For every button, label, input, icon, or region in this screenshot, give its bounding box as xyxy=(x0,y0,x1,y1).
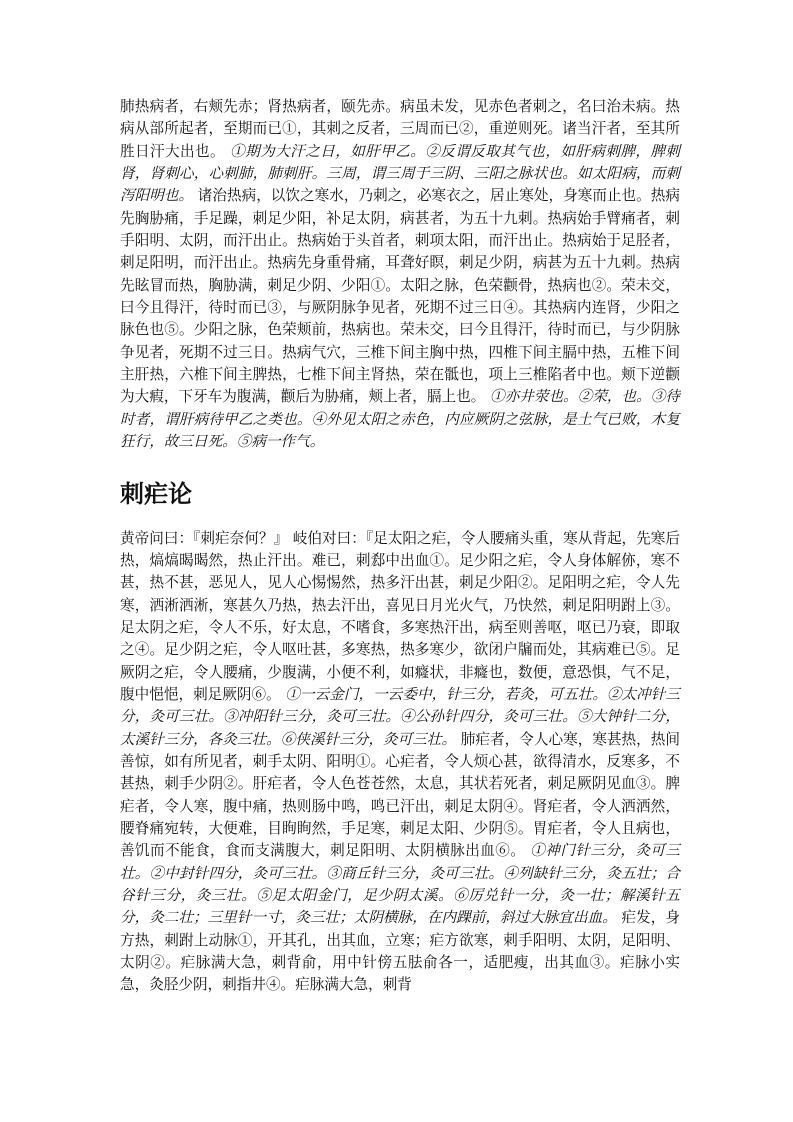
annotation-run: ①神门针三分，灸可三壮。②中封针四分，灸可三壮。③商丘针三分，灸可三壮。④列缺针三分，灸五壮；合谷针三分，灸三壮。⑤足太阳金门，足少阴太溪。⑥厉兑针一分，灸一壮；解溪针五分，灸二壮；三里针一寸，灸三壮；太阴横脉，在内踝前，斜过大脉宜出血。 xyxy=(120,842,680,927)
annotation-run: ①亦井荥也。②荣，也。③待时者，谓肝病待甲乙之类也。④外见太阳之赤色，内应厥阴之弦脉，是土气已败，木复狂行，故三日死。⑤病一作气。 xyxy=(120,388,680,451)
body-paragraph-heat-disease xyxy=(120,96,680,454)
annotation-run: ①一云金门，一云委中，针三分，若灸，可五壮。②太冲针三分，灸可三壮。③冲阳针三分，灸可三壮。④公孙针四分，灸可三壮。⑤大钟针二分，太溪针三分，各灸三壮。⑥侠溪针三分，灸可三壮。 xyxy=(120,685,680,748)
document-page xyxy=(120,96,680,997)
body-paragraph-malaria xyxy=(120,528,680,997)
text-run: 诸治热病，以饮之寒水，乃刺之，必寒衣之，居止寒处，身寒而止也。热病先胸胁痛，手足躁，刺足少阳，补足太阴，病甚者，为五十九刺。热病始手臂痛者，刺手阳明、太阴，而汗出止。热病始于头首者，刺项太阳，而汗出止。热病始于足胫者，刺足阳明，而汗出止。热病先身重骨痛，耳聋好瞑，刺足少阴，病甚为五十九刺。热病先眩冒而热，胸胁满，刺足少阴、少阳①。太阳之脉，色荣颧骨，热病也②。荣未交，曰今且得汗，待时而已③，与厥阴脉争见者，死期不过三日④。其热病内连肾，少阳之脉色也⑤。少阳之脉，色荣颊前，热病也。荣未交，曰今且得汗，待时而已，与少阴脉争见者，死期不过三日。热病气穴，三椎下间主胸中热，四椎下间主膈中热，五椎下间主肝热，六椎下间主脾热，七椎下间主肾热，荣在骶也，项上三椎陷者中也。颊下逆颧为大瘕，下牙车为腹满，颧后为胁痛，颊上者，膈上也。 xyxy=(120,187,680,406)
text-run: 肺热病者，右颊先赤；肾热病者，颐先赤。病虽未发，见赤色者刺之，名曰治未病。热病从部所起者，至期而已①，其刺之反者，三周而已②，重逆则死。诸当汗者，至其所胜日汗大出也。 xyxy=(120,98,680,160)
annotation-run: ①期为大汗之日，如肝甲乙。②反谓反取其气也，如肝病刺脾，脾刺肾，肾刺心，心刺肺，肺刺肝。三周，谓三周于三阴、三阳之脉状也。如太阳病，而刺泻阳明也。 xyxy=(120,142,680,205)
text-run: 肺疟者，令人心寒，寒甚热，热间善惊，如有所见者，刺手太阴、阳明①。心疟者，令人烦心甚，欲得清水，反寒多，不甚热，刺手少阴②。肝疟者，令人色苍苍然，太息，其状若死者，刺足厥阴见血③。脾疟者，令人寒，腹中痛，热则肠中鸣，鸣已汗出，刺足太阴④。肾疟者，令人洒洒然，腰脊痛宛转，大便难，目眴眴然，手足寒，刺足太阳、少阴⑤。胃疟者，令人且病也，善饥而不能食，食而支满腹大，刺足阳明、太阴横脉出血⑥。 xyxy=(120,730,680,860)
text-run: 黄帝问曰：『刺疟奈何？』 岐伯对曰：『足太阳之疟，令人腰痛头重，寒从背起，先寒后热，熇熇暍暍然，热止汗出。难已，刺郄中出血①。足少阳之疟，令人身体解㑊，寒不甚，热不甚，恶见人，见人心惕惕然，热多汗出甚，刺足少阳②。足阳明之疟，令人先寒，洒淅洒淅，寒甚久乃热，热去汗出，喜见日月光火气，乃快然，刺足阳明跗上③。足太阴之疟，令人不乐，好太息，不嗜食，多寒热汗出，病至则善呕，呕已乃衰，即取之④。足少阴之疟，令人呕吐甚，多寒热，热多寒少，欲闭户牖而处，其病难已⑤。足厥阴之疟，令人腰痛，少腹满，小便不利，如癃状，非癃也，数便，意恐惧，气不足，腹中悒悒，刺足厥阴⑥。 xyxy=(120,529,680,703)
section-heading: 刺疟论 xyxy=(120,479,192,508)
text-run: 疟发，身方热，刺跗上动脉①，开其孔，出其血，立寒；疟方欲寒，刺手阳明、太阴，足阳明、太阴②。疟脉满大急，刺背俞，用中针傍五胠俞各一，适肥瘦，出其血③。疟脉小实急，灸胫少阴，刺指井④。疟脉满大急，刺背 xyxy=(120,909,680,994)
